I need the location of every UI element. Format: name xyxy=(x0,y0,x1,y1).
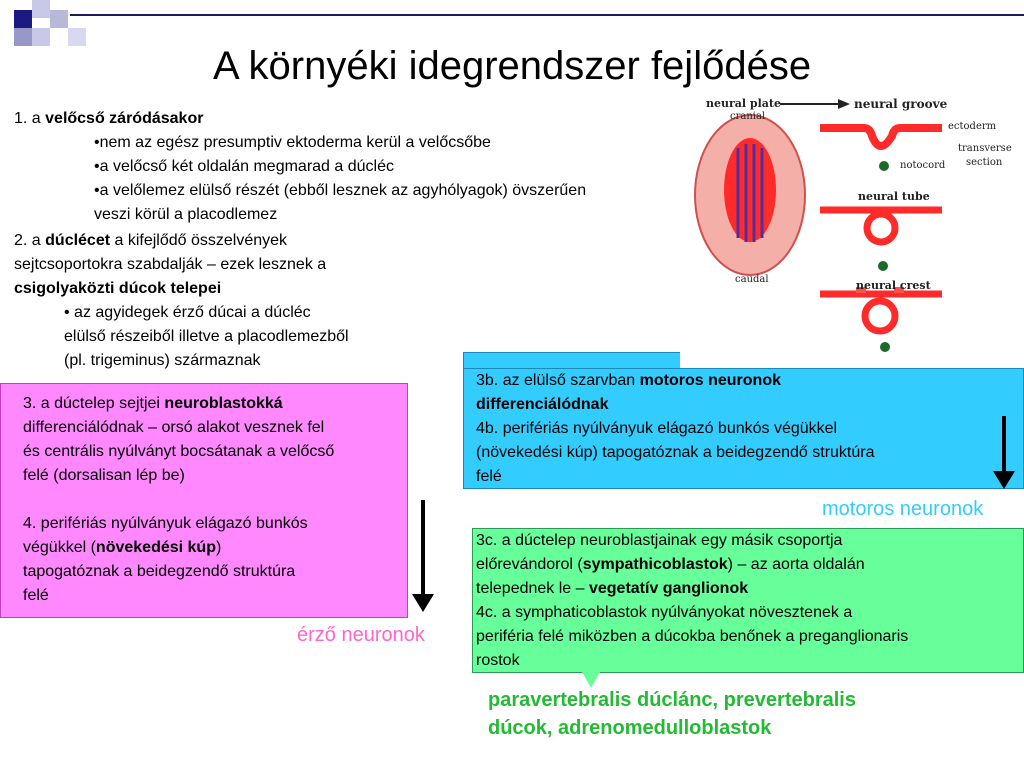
section-2-rest: a kifejlődő összelvények xyxy=(110,232,288,249)
pink-line-2: differenciálódnak – orsó alakot vesznek fel xyxy=(23,419,325,436)
blue-line-1-bold: motoros neuronok xyxy=(639,372,781,389)
label-cranial: cranial xyxy=(730,111,766,122)
pink-line-6-bold: növekedési kúp xyxy=(95,539,216,556)
motor-neuron-box xyxy=(463,368,1024,489)
label-notocord: notocord xyxy=(900,160,946,171)
pink-line-6-prefix: végükkel ( xyxy=(23,539,96,556)
corner-square-1 xyxy=(14,10,32,28)
sympathetic-label xyxy=(488,686,856,742)
green-line-2-prefix: előrevándorol ( xyxy=(476,556,583,573)
pink-line-8: felé xyxy=(23,587,49,604)
pink-line-5: 4. perifériás nyúlványuk elágazó bunkós xyxy=(23,515,308,532)
label-neural-plate: neural plate xyxy=(706,97,782,110)
embryo-inner xyxy=(724,138,776,242)
section-1-bullet: •a velőlemez elülső részét (ebből lesznek az agyhólyagok) övszerűen xyxy=(94,182,587,199)
section-1-bold: velőcső záródásakor xyxy=(45,110,204,127)
header-line xyxy=(70,14,1024,16)
blue-line-3: 4b. perifériás nyúlványuk elágazó bunkós végükkel xyxy=(476,420,838,437)
blue-box-notch xyxy=(680,352,1024,368)
blue-box-notch-left xyxy=(463,352,680,368)
green-line-2-bold: sympathicoblastok xyxy=(582,556,728,573)
label-neural-tube: neural tube xyxy=(858,190,930,203)
sensory-arrow-shaft xyxy=(421,500,425,595)
section-2-bullet: (pl. trigeminus) származnak xyxy=(64,352,261,369)
blue-line-4: (növekedési kúp) tapogatóznak a beidegzendő struktúra xyxy=(476,444,875,461)
green-line-2-suffix: ) – az aorta oldalán xyxy=(727,556,865,573)
motor-arrow-shaft xyxy=(1002,416,1006,472)
section-2-prefix: 2. a xyxy=(14,232,46,249)
green-line-3-bold: vegetatív ganglionok xyxy=(588,580,749,597)
section-2-bullet: elülső részeiből illetve a placodlemezből xyxy=(64,328,349,345)
label-neural-crest: neural crest xyxy=(856,279,931,292)
green-line-5: periféria felé miközben a dúcokba benőnek a preganglionaris xyxy=(476,628,909,645)
sensory-neuron-label: érző neuronok xyxy=(297,624,425,646)
corner-square-3 xyxy=(50,10,68,28)
green-line-6: rostok xyxy=(476,652,520,669)
section-2-bold: dúclécet xyxy=(45,232,111,249)
green-line-3-prefix: telepednek le – xyxy=(476,580,589,597)
pink-line-3: és centrális nyúlványt bocsátanak a velőcső xyxy=(23,443,335,460)
sensory-neuron-box xyxy=(0,383,408,618)
blue-line-5: felé xyxy=(476,468,502,485)
section-1-bullet: •nem az egész presumptiv ektoderma kerül a velőcsőbe xyxy=(94,134,491,151)
green-line-1: 3c. a dúctelep neuroblastjainak egy másik csoportja xyxy=(476,532,843,549)
pink-line-1-bold: neuroblastokká xyxy=(164,395,283,412)
section-2-line-2: sejtcsoportokra szabdalják – ezek lesznek a xyxy=(14,256,327,273)
sympathetic-box xyxy=(472,528,1024,673)
page-title: A környéki idegrendszer fejlődése xyxy=(212,44,812,88)
blue-line-2: differenciálódnak xyxy=(476,396,609,413)
sympathetic-label-line-2: dúcok, adrenomedulloblastok xyxy=(488,717,772,739)
pink-line-7: tapogatóznak a beidegzendő struktúra xyxy=(23,563,296,580)
section-2-bullet: • az agyidegek érző dúcai a dúcléc xyxy=(64,304,311,321)
sympathetic-label-line-1: paravertebralis dúclánc, prevertebralis xyxy=(488,689,856,711)
motor-neuron-label: motoros neuronok xyxy=(822,498,984,520)
sensory-arrow-head xyxy=(412,594,434,612)
green-line-4: 4c. a symphaticoblastok nyúlványokat növesztenek a xyxy=(476,604,853,621)
section-2-line-3: csigolyaközti dúcok telepei xyxy=(14,280,222,297)
pink-line-6-suffix: ) xyxy=(215,539,222,556)
label-caudal: caudal xyxy=(735,274,769,285)
label-ectoderm: ectoderm xyxy=(948,121,997,132)
label-transverse-2: section xyxy=(966,157,1003,168)
section-1-bullet: veszi körül a placodlemez xyxy=(94,206,278,223)
section-1-bullet: •a velőcső két oldalán megmarad a dúcléc xyxy=(94,158,394,175)
section-1-prefix: 1. a xyxy=(14,110,46,127)
pink-line-1-prefix: 3. a dúctelep sejtjei xyxy=(23,395,165,412)
corner-square-2 xyxy=(32,0,50,18)
blue-line-1-prefix: 3b. az elülső szarvban xyxy=(476,372,640,389)
section-1 xyxy=(14,107,714,227)
section-2 xyxy=(14,229,474,373)
label-neural-groove: neural groove xyxy=(854,97,948,111)
motor-arrow-head xyxy=(993,471,1015,489)
pink-line-4: felé (dorsalisan lép be) xyxy=(23,467,185,484)
label-transverse-1: transverse xyxy=(958,143,1012,154)
